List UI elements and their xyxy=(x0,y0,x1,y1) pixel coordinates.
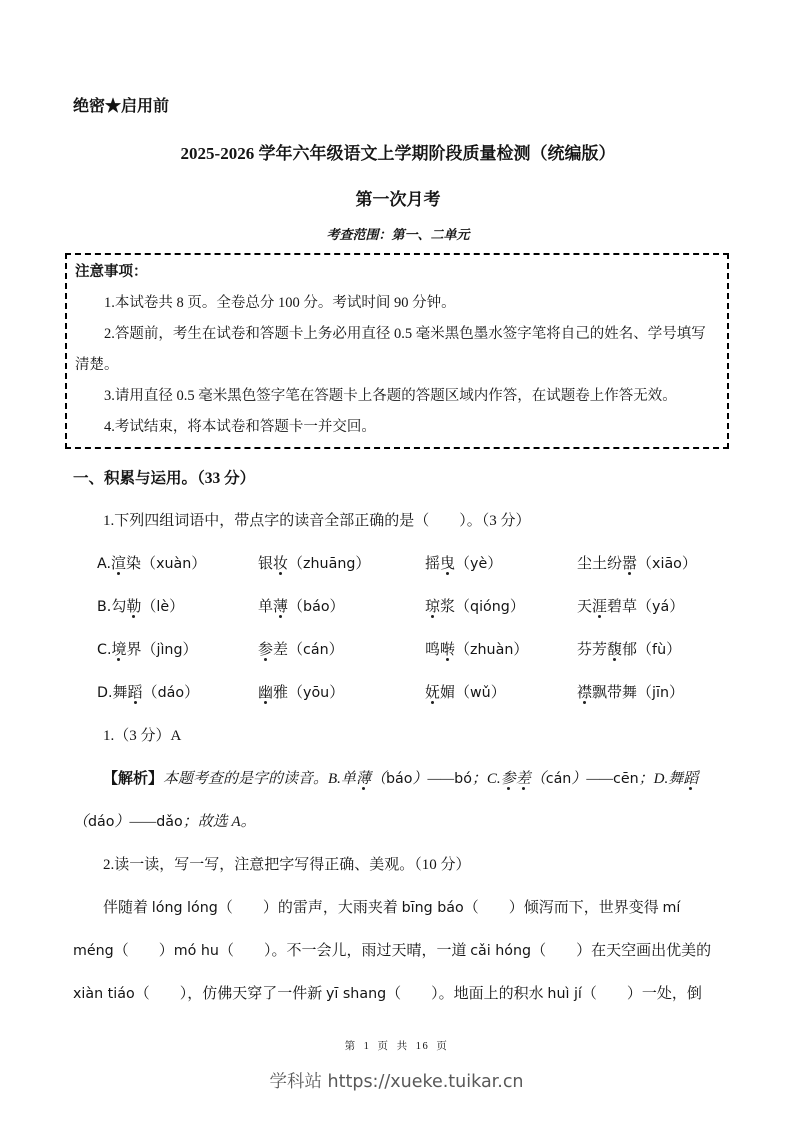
section-heading: 一、积累与运用。（33 分） xyxy=(73,470,256,487)
q1-option-b2: 单薄（báo） xyxy=(258,599,345,615)
q1-option-a1: A.渲染（xuàn） xyxy=(97,556,207,572)
q1-options-grid xyxy=(97,543,723,715)
q1-option-a4: 尘土纷嚣（xiāo） xyxy=(577,556,697,572)
q1-option-c3: 鸣啭（zhuàn） xyxy=(425,642,529,658)
notice-item: 1.本试卷共 8 页。全卷总分 100 分。考试时间 90 分钟。 xyxy=(104,295,456,311)
q1-option-c2: 参差（cán） xyxy=(258,642,344,658)
security-classification: 绝密★启用前 xyxy=(73,98,170,115)
q1-option-a3: 摇曳（yè） xyxy=(425,556,503,572)
page-indicator: 第 1 页 共 16 页 xyxy=(344,1041,449,1052)
q1-option-d1: D.舞蹈（dáo） xyxy=(97,685,200,701)
q1-option-c1: C.境界（jìng） xyxy=(97,642,198,658)
notice-item: 3.请用直径 0.5 毫米黑色签字笔在答题卡上各题的答题区域内作答，在试题卷上作答无效。 xyxy=(104,388,677,404)
q1-option-b3: 琼浆（qióng） xyxy=(425,599,525,615)
q1-option-b4: 天涯碧草（yá） xyxy=(577,599,685,615)
q1-option-a2: 银妆（zhuāng） xyxy=(258,556,371,572)
q1-option-d2: 幽雅（yōu） xyxy=(258,685,345,701)
exam-title: 2025-2026 学年六年级语文上学期阶段质量检测（统编版） xyxy=(180,144,616,163)
q1-stem: 1.下列四组词语中，带点字的读音全部正确的是（ ）。（3 分） xyxy=(103,513,531,529)
q1-option-d3: 妩媚（wǔ） xyxy=(425,685,506,701)
notice-heading: 注意事项： xyxy=(75,264,148,280)
q1-answer: 1.（3 分）A xyxy=(103,728,182,744)
notice-item: 2.答题前，考生在试卷和答题卡上务必用直径 0.5 毫米黑色墨水签字笔将自己的姓名、学号填写清楚。 xyxy=(75,326,706,373)
analysis-text: 本题考查的是字的读音。B.单薄（báo）——bó；C.参差（cán）——cēn；D.舞蹈（dáo）——dǎo；故选 A。 xyxy=(73,771,699,830)
notice-item: 4.考试结束，将本试卷和答题卡一并交回。 xyxy=(104,419,376,435)
analysis-label: 【解析】 xyxy=(103,771,164,787)
q2-stem: 2.读一读，写一写，注意把字写得正确、美观。（10 分） xyxy=(103,857,471,873)
exam-scope: 考查范围：第一、二单元 xyxy=(326,227,470,242)
notice-box xyxy=(65,253,729,449)
q1-option-d4: 襟飘带舞（jīn） xyxy=(577,685,684,701)
q1-option-c4: 芬芳馥郁（fù） xyxy=(577,642,682,658)
q1-option-b1: B.勾勒（lè） xyxy=(97,599,185,615)
watermark-link[interactable]: 学科站 https://xueke.tuikar.cn xyxy=(269,1072,524,1092)
q2-text: 伴随着 lóng lóng（ ）的雷声，大雨夹着 bīng báo（ ）倾泻而下，世界变得 mí méng（ ）mó hu（ ）。不一会儿，雨过天晴，一道 cǎi hóng（ ）在天空画出优美的 xiàn tiáo（ ），仿佛天穿了一件新 yī shang（ ）。地面上的积水 huì jí（ ）一处，倒 xyxy=(73,900,712,1002)
q1-analysis xyxy=(73,758,723,844)
exam-session-title: 第一次月考 xyxy=(355,190,441,209)
